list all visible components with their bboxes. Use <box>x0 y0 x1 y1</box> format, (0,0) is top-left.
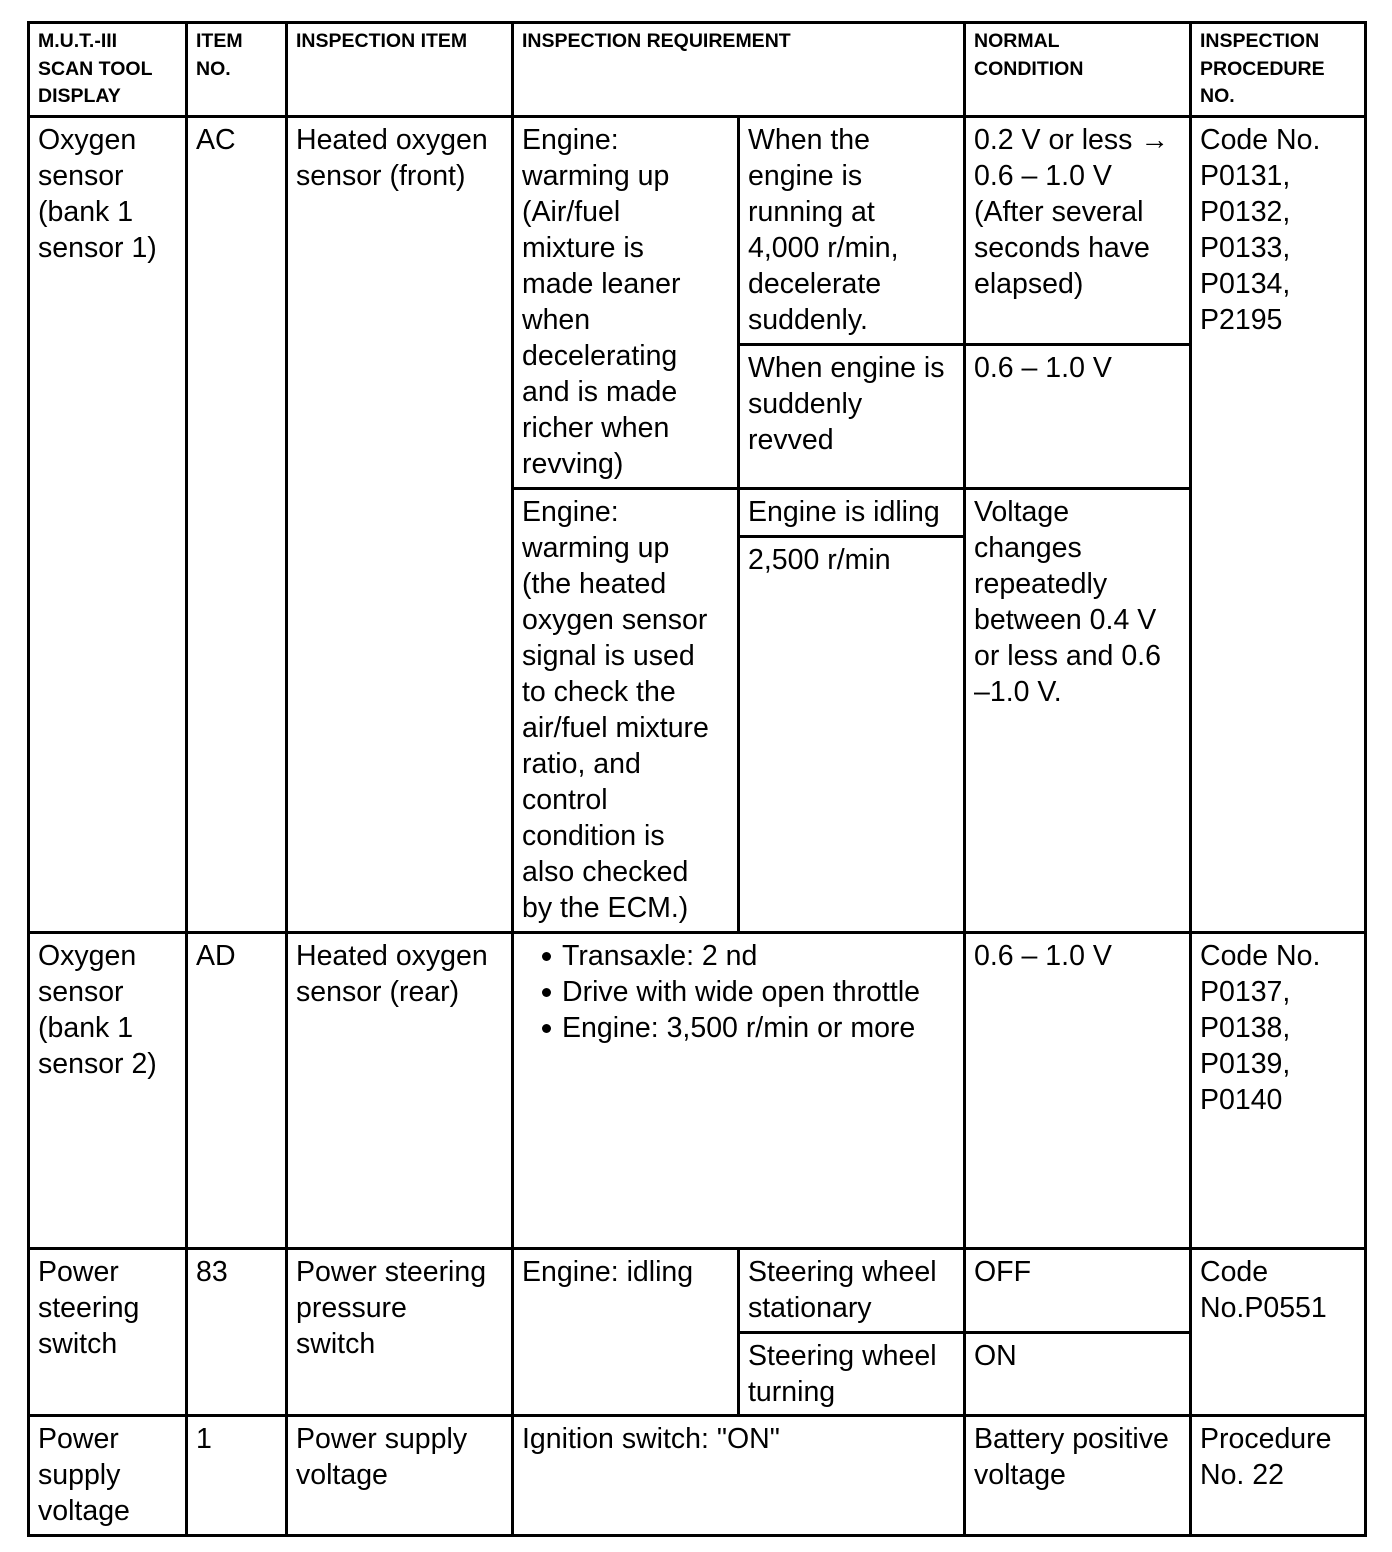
cell-normal: 0.6 – 1.0 V <box>965 933 1191 1249</box>
cell-display: Power steering switch <box>29 1249 187 1416</box>
cell-requirement: Ignition switch: "ON" <box>513 1416 965 1536</box>
cell-requirement: Engine: idling <box>513 1249 739 1416</box>
inspection-table <box>27 21 1367 1537</box>
cell-item: Heated oxygen sensor (rear) <box>287 933 513 1249</box>
cell-procedure: Code No.P0551 <box>1191 1249 1366 1416</box>
cell-item: Power steering pressure switch <box>287 1249 513 1416</box>
cell-condition: 2,500 r/min <box>739 537 965 933</box>
cell-procedure: Procedure No. 22 <box>1191 1416 1366 1536</box>
cell-normal: ON <box>965 1333 1191 1416</box>
cell-display: Oxygen sensor (bank 1 sensor 1) <box>29 117 187 933</box>
cell-normal: 0.6 – 1.0 V <box>965 345 1191 489</box>
header-row <box>29 23 1366 117</box>
cell-normal: Voltage changes repeatedly between 0.4 V or less and 0.6 –1.0 V. <box>965 489 1191 933</box>
cell-item-no: 83 <box>187 1249 287 1416</box>
cell-item: Power supply voltage <box>287 1416 513 1536</box>
cell-condition: Engine is idling <box>739 489 965 537</box>
list-item: Engine: 3,500 r/min or more <box>562 1010 957 1046</box>
header-normal-condition: NORMAL CONDITION <box>965 23 1191 117</box>
cell-requirement: Engine: warming up (the heated oxygen sensor signal is used to check the air/fuel mixture ratio, and control condition is also checked by the ECM.) <box>513 489 739 933</box>
cell-normal: OFF <box>965 1249 1191 1333</box>
header-procedure-no: INSPECTION PROCEDURE NO. <box>1191 23 1366 117</box>
table-row <box>29 1249 1366 1333</box>
cell-display: Power supply voltage <box>29 1416 187 1536</box>
cell-procedure: Code No. P0131, P0132, P0133, P0134, P2195 <box>1191 117 1366 933</box>
cell-requirement <box>513 933 965 1249</box>
cell-item-no: AD <box>187 933 287 1249</box>
cell-condition: When the engine is running at 4,000 r/min, decelerate suddenly. <box>739 117 965 345</box>
header-inspection-item: INSPECTION ITEM <box>287 23 513 117</box>
table-row <box>29 1416 1366 1536</box>
table-row <box>29 117 1366 345</box>
table-row <box>29 933 1366 1249</box>
cell-procedure: Code No. P0137, P0138, P0139, P0140 <box>1191 933 1366 1249</box>
list-item: Drive with wide open throttle <box>562 974 957 1010</box>
cell-item-no: 1 <box>187 1416 287 1536</box>
cell-normal: 0.2 V or less → 0.6 – 1.0 V (After several seconds have elapsed) <box>965 117 1191 345</box>
header-item-no: ITEM NO. <box>187 23 287 117</box>
requirement-list <box>522 938 957 1046</box>
cell-requirement: Engine: warming up (Air/fuel mixture is made leaner when decelerating and is made richer when revving) <box>513 117 739 489</box>
header-inspection-requirement: INSPECTION REQUIREMENT <box>513 23 965 117</box>
header-scan-tool-display: M.U.T.-III SCAN TOOL DISPLAY <box>29 23 187 117</box>
cell-normal: Battery positive voltage <box>965 1416 1191 1536</box>
cell-item: Heated oxygen sensor (front) <box>287 117 513 933</box>
cell-condition: Steering wheel turning <box>739 1333 965 1416</box>
cell-condition: When engine is suddenly revved <box>739 345 965 489</box>
cell-item-no: AC <box>187 117 287 933</box>
list-item: Transaxle: 2 nd <box>562 938 957 974</box>
cell-condition: Steering wheel stationary <box>739 1249 965 1333</box>
cell-display: Oxygen sensor (bank 1 sensor 2) <box>29 933 187 1249</box>
